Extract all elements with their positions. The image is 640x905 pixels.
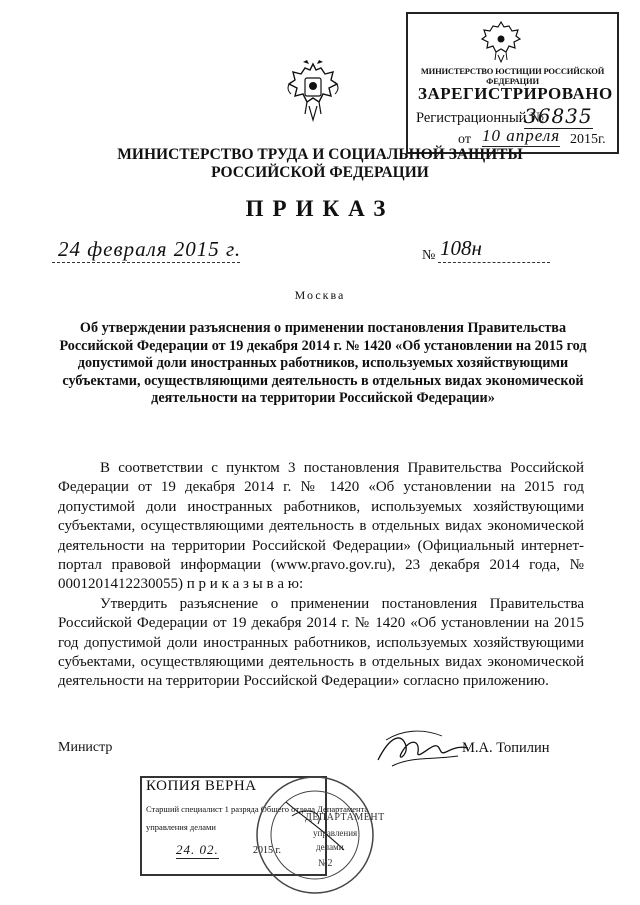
- dept-seal-line-1: ДЕПАРТАМЕНТ: [305, 812, 385, 823]
- dept-seal-line-2: управления: [313, 828, 358, 838]
- date-underline: [52, 262, 240, 263]
- dept-seal-line-4: №2: [318, 858, 333, 869]
- stamp-regnum-label: Регистрационный №: [416, 110, 544, 126]
- coat-of-arms-emblem: [283, 58, 343, 124]
- stamp-year: 2015г.: [570, 132, 606, 147]
- copy-stamp-date: 24. 02.: [176, 842, 219, 857]
- ministry-name: [0, 146, 640, 182]
- ministry-line-2: РОССИЙСКОЙ ФЕДЕРАЦИИ: [211, 164, 429, 181]
- copy-stamp-position: Старший специалист 1 разряда Общего отдела Департамента: [146, 804, 369, 814]
- order-number: 108н: [440, 236, 482, 260]
- order-title: Об утверждении разъяснения о применении постановления Правительства Российской Федерации от 19 декабря 2014 г. № 1420 «Об установлении на 2015 год допустимой доли иностранных работников, используемых хозяйствующими субъектами, осуществляющими деятельность в отдельных видах экономической деятельности на территории Российской Федерации»: [59, 320, 587, 406]
- small-emblem-icon: [478, 18, 524, 64]
- body-paragraph-2: Утвердить разъяснение о применении постановления Правительства Российской Федерации от 19 декабря 2014 г. № 1420 «Об установлении на 2015 год допустимой доли иностранных работников, используемых хозяйствующими субъектами, осуществляющими деятельность в отдельных видах экономической деятельности на территории Российской Федерации» согласно приложению.: [58, 595, 584, 690]
- body-paragraph-1: В соответствии с пунктом 3 постановления Правительства Российской Федерации от 19 декабря 2014 г. № 1420 «Об установлении на 2015 год допустимой доли иностранных работников, используемых хозяйствующими субъектами, осуществляющими деятельность в отдельных видах экономической деятельности на территории Российской Федерации» (Официальный интернет-портал правовой информации (www.pravo.gov.ru), 23 декабря 2014 года, № 0001201412230055) п р и к а з ы в а ю:: [58, 460, 584, 593]
- stamp-regnum: 36835: [524, 104, 593, 128]
- ministry-line-1: МИНИСТЕРСТВО ТРУДА И СОЦИАЛЬНОЙ ЗАЩИТЫ: [117, 146, 523, 163]
- number-underline: [438, 262, 550, 263]
- stamp-date-prefix: от: [458, 132, 471, 147]
- stamp-date: 10 апреля: [482, 126, 561, 145]
- dept-seal-line-3: делами: [316, 842, 344, 852]
- stamp-registered: ЗАРЕГИСТРИРОВАНО: [418, 84, 613, 103]
- city: Москва: [294, 288, 346, 302]
- copy-stamp-year: 2015 г.: [253, 845, 281, 856]
- stamp-ministry: МИНИСТЕРСТВО ЮСТИЦИИ РОССИЙСКОЙ ФЕДЕРАЦИИ: [420, 66, 605, 86]
- order-body: [58, 459, 584, 692]
- handwritten-signature: [372, 726, 472, 774]
- order-number-label: №: [422, 248, 436, 263]
- copy-stamp-department: управления делами: [146, 822, 216, 832]
- order-date: 24 февраля 2015 г.: [58, 237, 242, 261]
- document-type: ПРИКАЗ: [245, 196, 395, 221]
- signer-position: Министр: [58, 740, 113, 755]
- signer-name: М.А. Топилин: [462, 740, 550, 756]
- copy-stamp-title: КОПИЯ ВЕРНА: [146, 778, 257, 794]
